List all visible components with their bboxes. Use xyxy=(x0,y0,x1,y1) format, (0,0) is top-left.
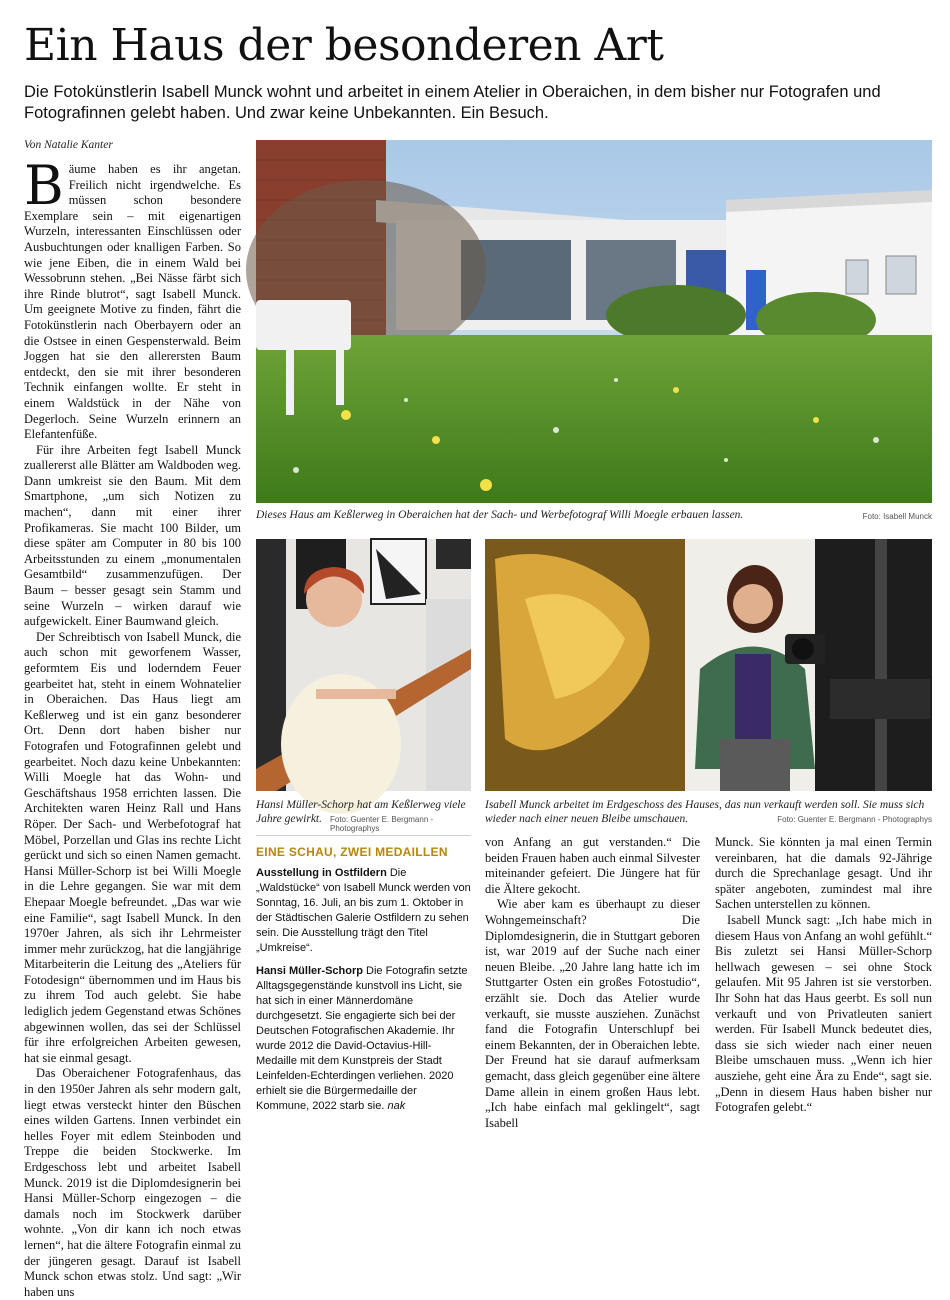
lead-paragraph: Die Fotokünstlerin Isabell Munck wohnt und arbeitet in einem Atelier in Oberaichen, in dem bisher nur Fotografen und Fotografinnen gelebt haben. Und zwar keine Unbekannten. Ein Besuch. xyxy=(24,83,881,122)
isabell-munck-photo xyxy=(485,539,932,791)
photo-credit: Foto: Guenter E. Bergmann - Photographys xyxy=(777,815,932,824)
paragraph: Wie aber kam es überhaupt zu dieser Wohngemeinschaft? Die Diplomdesignerin, die in Stuttgart geboren ist, war 2019 auf der Suche nach einer neuen Bleibe. „20 Jahre lang hatte ich im Stuttgarter Osten ein großes Fotostudio“, erzählt sie. Doch das Atelier wurde verkauft, sie musste ausziehen. Zunächst fand die Fotografin Unterschlupf bei einem Bekannten, der in Oberaichen lebte. Der Freund hat sie darauf aufmerksam gemacht, dass gleich gegenüber eine ältere Dame allein in einem großen Haus lebt. „Ich habe einfach mal geklingelt“, sagt Isabell xyxy=(485,897,700,1130)
infobox xyxy=(256,845,471,1112)
infobox-divider xyxy=(256,835,471,836)
photo-caption: Hansi Müller-Schorp hat am Keßlerweg viele Jahre gewirkt. xyxy=(256,799,466,825)
article-column-3 xyxy=(485,835,700,1130)
infobox-title: EINE SCHAU, ZWEI MEDAILLEN xyxy=(256,845,448,859)
paragraph: Isabell Munck sagt: „Ich habe mich in diesem Haus von Anfang an wohl gefühlt.“ Bis zuletzt sei Hansi Müller-Schorp hellwach gewesen – sei ohne Stock gelaufen. Mit 95 Jahren ist sie verstorben. Ihr Sohn hat das Haus geerbt. Es soll nun verkauft und von Privatleuten saniert werden. Für Isabell Munck bedeutet dies, dass sie sich wieder nach einer neuen Bleibe umschauen muss. „Wenn ich hier ausziehe, geht eine Ära zu Ende“, sagt sie. „Denn in diesem Haus haben bisher nur Fotografen gelebt.“ xyxy=(715,912,932,1115)
photo-caption: Dieses Haus am Keßlerweg in Oberaichen hat der Sach- und Werbefotograf Willi Moegle erbauen lassen. xyxy=(256,509,744,521)
headline: Ein Haus der besonderen Art xyxy=(24,20,664,71)
paragraph: Munck. Sie könnten ja mal einen Termin vereinbaren, hat die damals 92-Jährige durch die Sprechanlage gesagt. Und ihr später angeboten, zumindest mal ihre Sachen unterstellen zu können. xyxy=(715,835,932,912)
byline: Von Natalie Kanter xyxy=(24,139,113,151)
munck-illustration xyxy=(485,539,932,791)
paragraph: Das Oberaichener Fotografenhaus, das in den 1950er Jahren als sehr modern galt, liegt etwas versteckt hinter den Büschen eines wilden Gartens. Innen verbindet ein helles Foyer mit edlem Steinboden und Treppe die beiden Stockwerke. Im Erdgeschoss lebt und arbeitet Isabell Munck. 2019 ist die Diplomdesignerin bei Hansi Müller-Schorp eingezogen – die damals noch im Stockwerk darüber wohnte. „Von dir kann ich noch etwas lernen“, hat die ältere Fotografin einmal zu der jüngeren gesagt. Darauf ist Isabell Munck schon etwas stolz. Und sagt: „Wir haben uns xyxy=(24,1066,241,1299)
paragraph: Für ihre Arbeiten fegt Isabell Munck zuallererst alle Blätter am Waldboden weg. Dann umkreist sie den Baum. Mit dem Smartphone, „um sich Notizen zu machen“, dann mit einer ihrer Profikameras. Sie macht 100 Bilder, um diese später am Computer in 80 bis 100 Arbeitsstunden zu einem „monumentalen Gesamtbild“ zusammenzufügen. Der Baum – besser gesagt sein Stamm und seine Wurzeln – wirken darauf wie aufgewickelt. Einer Baumwand gleich. xyxy=(24,442,241,629)
photo-credit: Foto: Isabell Munck xyxy=(862,512,932,521)
house-garden-photo xyxy=(256,140,932,503)
infobox-text: Die Fotografin setzte Alltagsgegenstände kunstvoll ins Licht, sie hat sich in einer Männerdomäne durchgesetzt. Sie engagierte sich bei der Deutschen Fotografischen Akademie. Ihr wurde 2012 die David-Octavius-Hill-Medaille mit dem Kunstpreis der Stadt Leinfelden-Echterdingen verliehen. 2020 erhielt sie die Bürgermedaille der Kommune, 2022 starb sie. xyxy=(256,965,468,1112)
infobox-heading: Ausstellung in Ostfildern xyxy=(256,867,387,879)
photo-credit: Foto: Guenter E. Bergmann - Photographys xyxy=(330,815,434,833)
paragraph: Der Schreibtisch von Isabell Munck, die auch schon mit geworfenem Wasser, geformtem Eis und loderndem Feuer gearbeitet hat, steht in einem Wohnatelier in Oberaichen. Das Haus liegt am Keßlerweg und ist ein ganz besonderer Ort. Denn dort haben bisher nur Fotografen und Fotografinnen gelebt und gearbeitet. Noch dazu keine Unbekannten: Willi Moegle hat das Wohn- und Geschäftshaus 1958 errichten lassen. Die Architekten waren Heinz Rall und Hans Röper. Der Sach- und Werbefotograf hat Möbel, Porzellan und Glas ins rechte Licht gerückt und sich so einen Namen gemacht. Hansi Müller-Schorp ist bei Willi Moegle in die Lehre gegangen. Sie war mit dem Ehepaar Moegle befreundet. „Das war wie eine Familie“, sagt Isabell Munck. In den 1970er Jahren, als sich ihr Lehrmeister immer mehr zurückzog, hat die langjährige Mitarbeiterin die Leitung des „Ateliers für Fotodesign“ übernommen und im Haus bis zu ihrem Tod auch gelebt. Sie habe lediglich jedem Gegenstand etwas Schönes abgewinnen wollen, das sei der Schlüssel für ihre erfolgreichen Arbeiten gewesen, hat sie einmal gesagt. xyxy=(24,629,241,1065)
infobox-text: Die „Waldstücke“ von Isabell Munck werden von Sonntag, 16. Juli, an bis zum 1. Oktober in der Städtischen Galerie Ostfildern zu sehen sein. Die Ausstellung trägt den Titel „Umkreise“. xyxy=(256,867,471,954)
author-signature: nak xyxy=(387,1100,406,1112)
infobox-heading: Hansi Müller-Schorp xyxy=(256,965,363,977)
paragraph: von Anfang an gut verstanden.“ Die beiden Frauen haben auch einmal Silvester miteinander gefeiert. Die Jüngere hat für die Ältere gekocht. xyxy=(485,835,700,896)
photo-caption: Isabell Munck arbeitet im Erdgeschoss des Hauses, das nun verkauft werden soll. Sie muss sich wieder nach einer neuen Bleibe umschauen. xyxy=(485,799,925,825)
article-column-1 xyxy=(24,154,241,1299)
hansi-portrait-photo xyxy=(256,539,471,791)
house-garden-illustration xyxy=(256,140,932,503)
article-column-4 xyxy=(715,835,932,1115)
paragraph: äume haben es ihr angetan. Freilich nicht irgendwelche. Es müssen schon besondere Exemplare sein – mit eigenartigen Wurzeln, interessanten Einschlüssen oder Ausbuchtungen oder knalligen Farben. So wie jene Eiben, die in einem Wald bei Wessobrunn stehen. „Bei Nässe färbt sich ihre Rinde blutrot“, sagt Isabell Munck. Um geeignete Motive zu finden, fährt die Fotokünstlerin nach Oberbayern oder an die Ostsee in einen Gespensterwald. Beim Joggen hat sie den allerersten Baum entdeckt, den sie mit ihrer besonderen Technik einfangen wollte. Er steht in einem Waldstück in der Nähe von Degerloch. Seine Wurzeln erinnern an Elefantenfüße. xyxy=(24,162,241,442)
portrait-illustration xyxy=(256,539,471,791)
drop-cap: B xyxy=(24,154,64,217)
